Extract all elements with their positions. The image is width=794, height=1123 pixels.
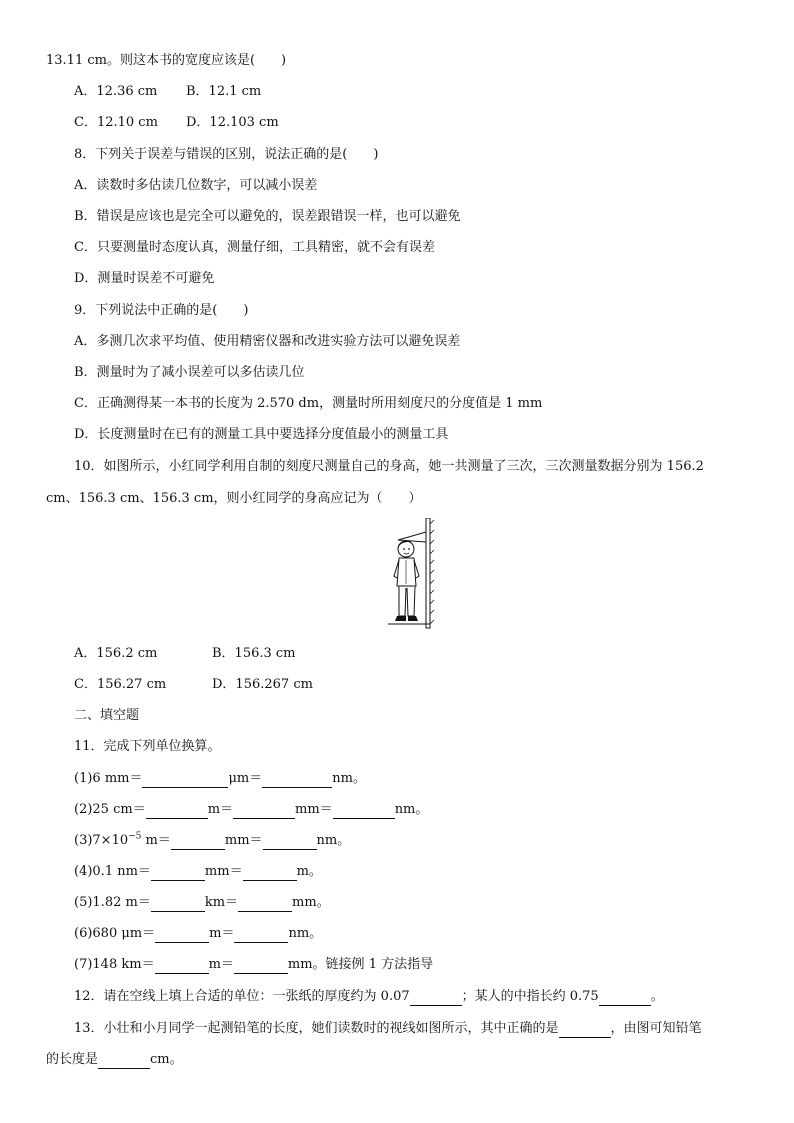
answer-blank[interactable] <box>142 773 228 788</box>
q11-6-suffix: nm。 <box>288 926 323 941</box>
q11-1-mid: μm＝ <box>228 771 263 786</box>
q13-text-d: cm。 <box>150 1052 183 1067</box>
q8-option-c: C．只要测量时态度认真，测量仔细，工具精密，就不会有误差 <box>74 240 435 255</box>
q9-option-b: B．测量时为了减小误差可以多估读几位 <box>74 365 305 380</box>
answer-blank[interactable] <box>243 866 297 881</box>
q12-text-b: ；某人的中指长约 0.75 <box>461 989 599 1004</box>
q11-2-mid1: m＝ <box>207 802 234 817</box>
q11-line-1 <box>74 770 366 788</box>
q7-stem-tail: 13.11 cm。则这本书的宽度应该是( ) <box>46 53 287 68</box>
q11-1-suffix: nm。 <box>332 771 366 786</box>
answer-blank[interactable] <box>98 1054 150 1069</box>
answer-blank[interactable] <box>410 991 462 1006</box>
q11-3-prefix-unit: m＝ <box>141 833 171 848</box>
q11-4-prefix: (4)0.1 nm＝ <box>74 864 151 879</box>
q9-option-a: A．多测几次求平均值、使用精密仪器和改进实验方法可以避免误差 <box>74 334 461 349</box>
q13-text-a: 13．小壮和小月同学一起测铅笔的长度，她们读数时的视线如图所示，其中正确的是 <box>74 1021 559 1036</box>
q11-7-prefix: (7)148 km＝ <box>74 957 155 972</box>
q11-1-prefix: (1)6 mm＝ <box>74 771 143 786</box>
answer-blank[interactable] <box>234 959 288 974</box>
q9-stem: 9．下列说法中正确的是( ) <box>74 303 249 318</box>
section-title-fill-in: 二、填空题 <box>74 708 140 723</box>
q11-line-4 <box>74 863 322 881</box>
q11-2-mid2: mm＝ <box>295 802 333 817</box>
q8-option-b: B．错误是应该也是完全可以避免的，误差跟错误一样，也可以避免 <box>74 209 461 224</box>
answer-blank[interactable] <box>234 928 288 943</box>
q11-line-5 <box>74 894 330 912</box>
q10-stem-line1: 10．如图所示，小红同学利用自制的刻度尺测量自己的身高，她一共测量了三次，三次测量数据分别为 156.2 <box>74 459 704 474</box>
q11-5-mid: km＝ <box>204 895 239 910</box>
q8-option-d: D．测量时误差不可避免 <box>74 271 215 286</box>
answer-blank[interactable] <box>151 866 205 881</box>
q11-7-mid: m＝ <box>208 957 234 972</box>
q11-7-suffix: mm。链接例 1 方法指导 <box>287 957 434 972</box>
q10-option-d: D．156.267 cm <box>212 677 313 692</box>
q13-text-b: ，由图可知铅笔 <box>610 1021 702 1036</box>
q10-stem-line2: cm、156.3 cm、156.3 cm，则小红同学的身高应记为（ ） <box>46 491 422 506</box>
q11-4-suffix: m。 <box>296 864 322 879</box>
q11-3-mid: mm＝ <box>224 833 263 848</box>
q11-line-3 <box>74 832 350 850</box>
q12-text-a: 12．请在空线上填上合适的单位：一张纸的厚度约为 0.07 <box>74 989 410 1004</box>
q10-option-b: B．156.3 cm <box>212 646 296 661</box>
answer-blank[interactable] <box>599 991 651 1006</box>
q12-text-c: 。 <box>650 989 664 1004</box>
answer-blank[interactable] <box>151 897 205 912</box>
answer-blank[interactable] <box>333 804 395 819</box>
q11-6-prefix: (6)680 μm＝ <box>74 926 156 941</box>
q7-option-a: A．12.36 cm <box>74 84 158 99</box>
q9-option-c: C．正确测得某一本书的长度为 2.570 dm，测量时所用刻度尺的分度值是 1 mm <box>74 396 543 411</box>
q9-option-d: D．长度测量时在已有的测量工具中要选择分度值最小的测量工具 <box>74 427 449 442</box>
q7-option-b: B．12.1 cm <box>186 84 262 99</box>
q11-3-prefix: (3)7×10 <box>74 833 129 848</box>
answer-blank[interactable] <box>262 773 332 788</box>
q11-3-suffix: nm。 <box>316 833 351 848</box>
q11-3-exponent: −5 <box>128 831 142 842</box>
q11-5-suffix: mm。 <box>292 895 330 910</box>
q10-option-a: A．156.2 cm <box>74 646 158 661</box>
q13-line2 <box>46 1051 183 1069</box>
answer-blank[interactable] <box>155 959 209 974</box>
answer-blank[interactable] <box>233 804 295 819</box>
q13-text-c: 的长度是 <box>46 1052 99 1067</box>
height-measure-figure <box>384 518 436 630</box>
q11-4-mid: mm＝ <box>204 864 243 879</box>
answer-blank[interactable] <box>263 835 317 850</box>
q11-line-7 <box>74 956 433 974</box>
answer-blank[interactable] <box>171 835 225 850</box>
answer-blank[interactable] <box>238 897 292 912</box>
q12-line <box>74 988 664 1006</box>
answer-blank[interactable] <box>146 804 208 819</box>
q11-6-mid: m＝ <box>209 926 235 941</box>
q8-option-a: A．读数时多估读几位数字，可以减小误差 <box>74 178 318 193</box>
q11-line-2 <box>74 801 428 819</box>
answer-blank[interactable] <box>155 928 209 943</box>
q11-stem: 11．完成下列单位换算。 <box>74 739 221 754</box>
q11-5-prefix: (5)1.82 m＝ <box>74 895 151 910</box>
q13-line1 <box>74 1020 702 1038</box>
answer-blank[interactable] <box>559 1023 611 1038</box>
q7-option-d: D．12.103 cm <box>186 115 279 130</box>
q7-option-c: C．12.10 cm <box>74 115 158 130</box>
q10-option-c: C．156.27 cm <box>74 677 167 692</box>
q11-line-6 <box>74 925 322 943</box>
q8-stem: 8．下列关于误差与错误的区别，说法正确的是( ) <box>74 147 379 162</box>
q11-2-prefix: (2)25 cm＝ <box>74 802 146 817</box>
q11-2-suffix: nm。 <box>394 802 429 817</box>
